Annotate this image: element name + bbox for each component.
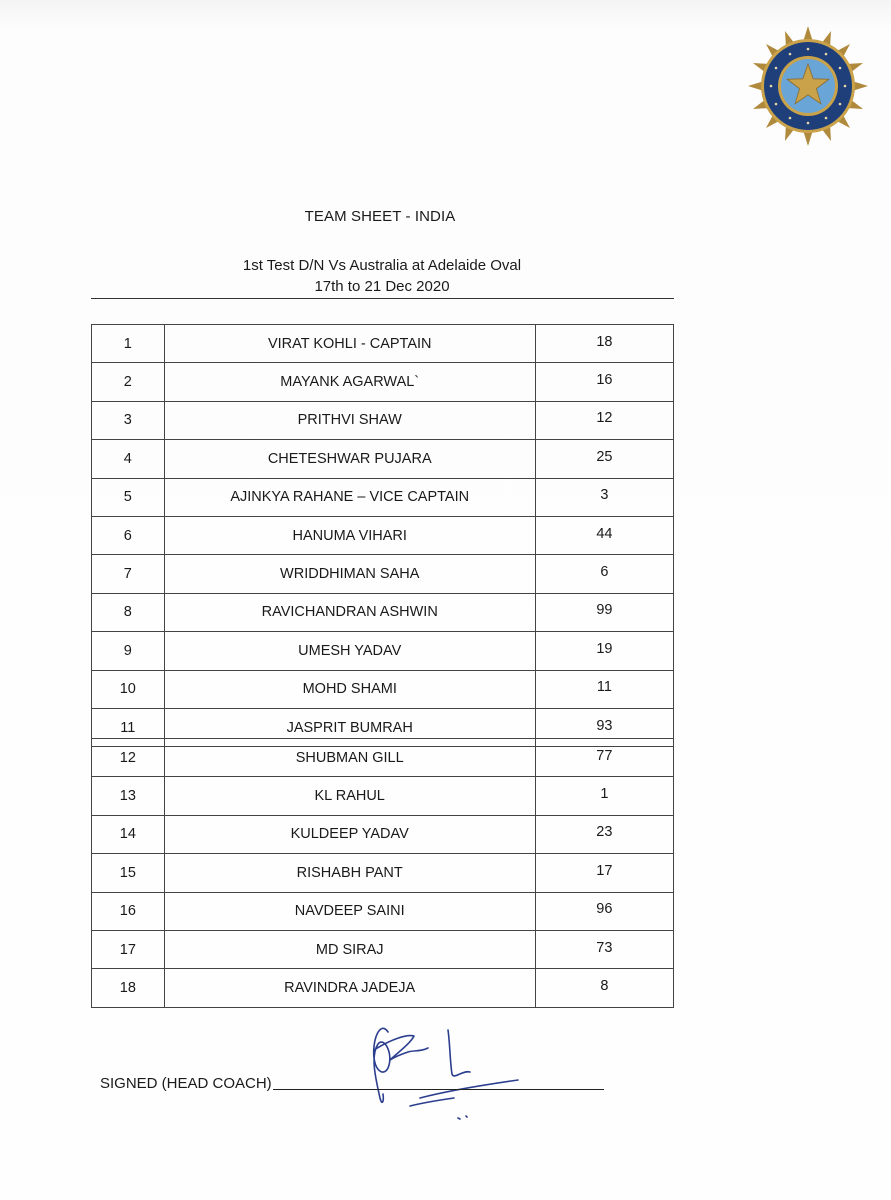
player-name: HANUMA VIHARI	[164, 516, 535, 554]
player-name: MD SIRAJ	[164, 930, 535, 968]
jersey-number: 44	[535, 516, 673, 554]
jersey-number: 6	[535, 555, 673, 593]
jersey-number: 73	[535, 930, 673, 968]
jersey-number: 23	[535, 815, 673, 853]
player-name: VIRAT KOHLI - CAPTAIN	[164, 325, 535, 363]
player-name: RISHABH PANT	[164, 854, 535, 892]
jersey-number: 17	[535, 854, 673, 892]
player-number: 10	[92, 670, 165, 708]
player-number: 18	[92, 969, 165, 1007]
match-description: 1st Test D/N Vs Australia at Adelaide Oval	[242, 257, 522, 274]
jersey-number: 96	[535, 892, 673, 930]
player-name: RAVINDRA JADEJA	[164, 969, 535, 1007]
player-row	[92, 632, 674, 670]
player-row	[92, 930, 674, 968]
jersey-number: 16	[535, 363, 673, 401]
jersey-number: 25	[535, 440, 673, 478]
player-number: 16	[92, 892, 165, 930]
player-name: AJINKYA RAHANE – VICE CAPTAIN	[164, 478, 535, 516]
player-number: 9	[92, 632, 165, 670]
player-row	[92, 516, 674, 554]
player-name: KULDEEP YADAV	[164, 815, 535, 853]
reserves-table	[91, 738, 674, 1008]
signed-label: SIGNED (HEAD COACH)	[100, 1075, 272, 1092]
player-row	[92, 739, 674, 777]
player-row	[92, 363, 674, 401]
player-name: SHUBMAN GILL	[164, 739, 535, 777]
player-name: CHETESHWAR PUJARA	[164, 440, 535, 478]
player-row	[92, 555, 674, 593]
playing-xi-table	[91, 324, 674, 747]
player-name: MOHD SHAMI	[164, 670, 535, 708]
head-coach-signature	[350, 1010, 540, 1130]
player-row	[92, 478, 674, 516]
player-row	[92, 325, 674, 363]
player-row	[92, 593, 674, 631]
jersey-number: 19	[535, 632, 673, 670]
player-number: 8	[92, 593, 165, 631]
player-name: WRIDDHIMAN SAHA	[164, 555, 535, 593]
player-row	[92, 777, 674, 815]
player-row	[92, 401, 674, 439]
jersey-number: 11	[535, 670, 673, 708]
jersey-number: 93	[535, 708, 673, 746]
player-number: 7	[92, 555, 165, 593]
jersey-number: 8	[535, 969, 673, 1007]
jersey-number: 3	[535, 478, 673, 516]
jersey-number: 77	[535, 739, 673, 777]
player-row	[92, 670, 674, 708]
player-number: 17	[92, 930, 165, 968]
player-row	[92, 440, 674, 478]
player-number: 6	[92, 516, 165, 554]
jersey-number: 12	[535, 401, 673, 439]
player-number: 13	[92, 777, 165, 815]
player-name: NAVDEEP SAINI	[164, 892, 535, 930]
player-row	[92, 815, 674, 853]
player-row	[92, 854, 674, 892]
jersey-number: 1	[535, 777, 673, 815]
bcci-logo-icon	[748, 26, 868, 146]
player-name: JASPRIT BUMRAH	[164, 708, 535, 746]
player-number: 14	[92, 815, 165, 853]
player-number: 1	[92, 325, 165, 363]
player-name: PRITHVI SHAW	[164, 401, 535, 439]
jersey-number: 18	[535, 325, 673, 363]
player-number: 5	[92, 478, 165, 516]
player-number: 4	[92, 440, 165, 478]
player-name: RAVICHANDRAN ASHWIN	[164, 593, 535, 631]
player-name: KL RAHUL	[164, 777, 535, 815]
header-divider	[91, 298, 674, 299]
sheet-title: TEAM SHEET - INDIA	[304, 208, 456, 225]
player-name: UMESH YADAV	[164, 632, 535, 670]
signature-line	[273, 1089, 604, 1090]
player-number: 12	[92, 739, 165, 777]
player-name: MAYANK AGARWAL`	[164, 363, 535, 401]
player-number: 2	[92, 363, 165, 401]
player-number: 3	[92, 401, 165, 439]
jersey-number: 99	[535, 593, 673, 631]
player-number: 11	[92, 708, 165, 746]
match-dates: 17th to 21 Dec 2020	[314, 278, 450, 295]
player-number: 15	[92, 854, 165, 892]
player-row	[92, 969, 674, 1007]
player-row	[92, 892, 674, 930]
